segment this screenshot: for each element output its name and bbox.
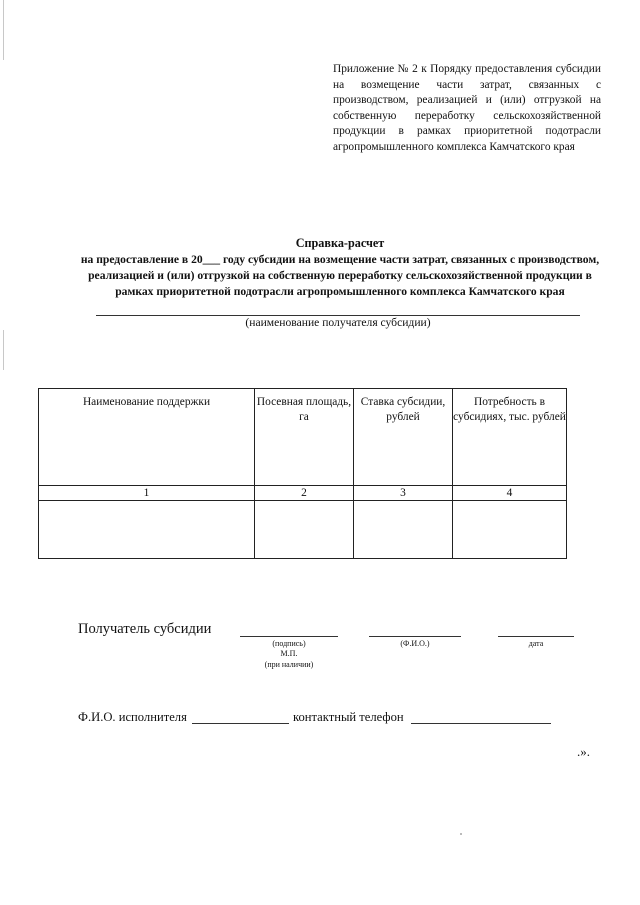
table-cell bbox=[453, 501, 567, 559]
header-support-name: Наименование поддержки bbox=[39, 389, 255, 486]
phone-label: контактный телефон bbox=[293, 710, 404, 724]
stamp-caption: М.П. bbox=[280, 649, 298, 658]
date-caption: дата bbox=[528, 639, 544, 648]
scan-edge-mark bbox=[3, 330, 4, 370]
executor-name-line bbox=[192, 723, 289, 724]
table-cell bbox=[255, 501, 354, 559]
phone-line bbox=[411, 723, 551, 724]
closing-quote: .». bbox=[577, 744, 590, 759]
recipient-signature-label: Получатель субсидии bbox=[78, 621, 212, 637]
header-subsidy-need: Потребность в субсидиях, тыс. рублей bbox=[453, 389, 567, 486]
table-header-row bbox=[39, 389, 567, 486]
subsidy-table bbox=[38, 388, 567, 559]
header-sown-area: Посевная площадь, га bbox=[255, 389, 354, 486]
document-subtitle: на предоставление в 20___ году субсидии на возмещение части затрат, связанных с производством, реализацией и (или) отгрузкой на собственную переработку сельскохозяйственной продукции в рамках приоритетной подотрасли агропромышленного комплекса Камчатского края bbox=[80, 253, 600, 298]
executor-label: Ф.И.О. исполнителя bbox=[78, 710, 187, 724]
stamp-note: (при наличии) bbox=[264, 660, 314, 669]
recipient-name-caption: (наименование получателя субсидии) bbox=[245, 316, 431, 329]
column-number-4: 4 bbox=[453, 486, 567, 501]
full-name-caption: (Ф.И.О.) bbox=[400, 639, 430, 648]
table-row bbox=[39, 501, 567, 559]
scan-speck bbox=[460, 833, 462, 835]
full-name-line bbox=[369, 636, 461, 637]
column-number-2: 2 bbox=[255, 486, 354, 501]
table-cell bbox=[39, 501, 255, 559]
table-number-row bbox=[39, 486, 567, 501]
header-subsidy-rate: Ставка субсидии, рублей bbox=[354, 389, 453, 486]
date-line bbox=[498, 636, 574, 637]
table-cell bbox=[354, 501, 453, 559]
column-number-1: 1 bbox=[39, 486, 255, 501]
signature-caption: (подпись) bbox=[272, 639, 306, 648]
appendix-note: Приложение № 2 к Порядку предоставления субсидии на возмещение части затрат, связанных с производством, реализацией и (или) отгрузкой на собственную переработку сельскохозяйственной продукции в рамках приоритетной подотрасли агропромышленного комплекса Камчатского края bbox=[333, 63, 601, 153]
document-title: Справка-расчет bbox=[295, 236, 385, 250]
column-number-3: 3 bbox=[354, 486, 453, 501]
scan-edge-mark bbox=[3, 0, 4, 60]
signature-line bbox=[240, 636, 338, 637]
